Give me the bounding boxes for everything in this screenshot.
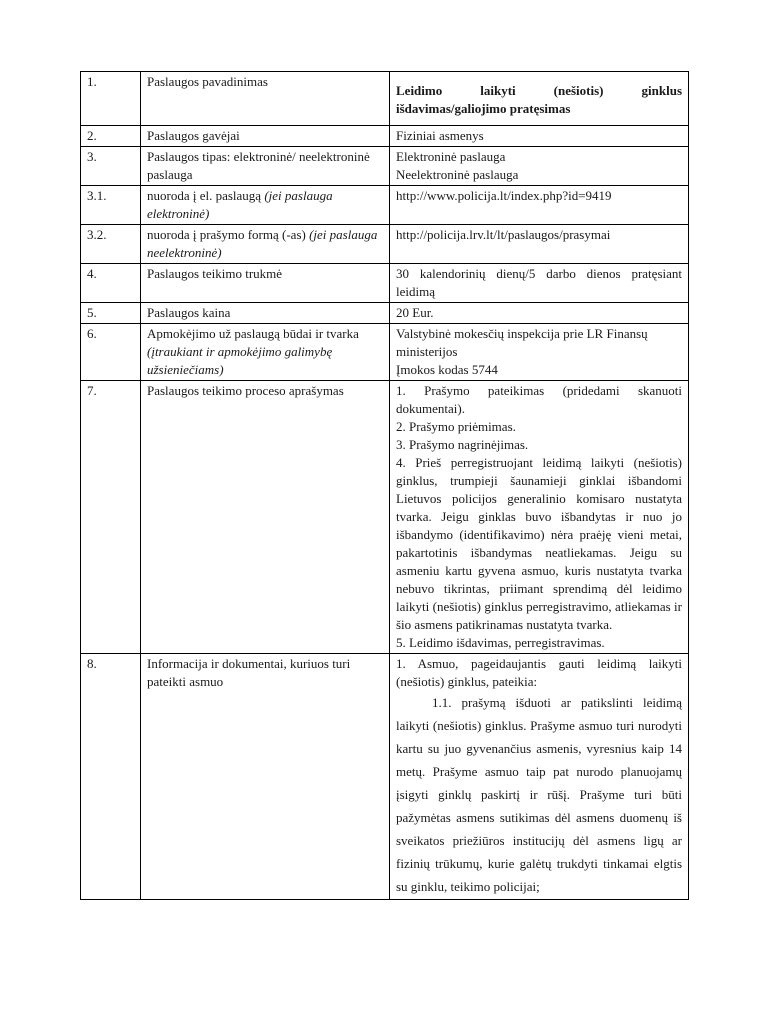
row-label: Paslaugos teikimo proceso aprašymas <box>141 381 390 654</box>
document-item: 1.1. prašymą išduoti ar patikslinti leidimą laikyti (nešiotis) ginklus. Prašyme asmuo turi nurodyti kartu su juo gyvenančius asmenis, vyresnius kaip 14 metų. Prašyme asmuo taip pat nurodo planuojamų įsigyti ginklų paskirtį ir rūšį. Prašyme turi būti pažymėtas asmens sutikimas dėl asmens duomenų iš sveikatos priežiūros institucijų dėl asmens ligų ar fizinių trūkumų, kurie galėtų trukdyti tinkamai elgtis su ginklu, teikimo policijai; <box>396 695 682 894</box>
row-value: Fiziniai asmenys <box>390 126 689 147</box>
label-text: Apmokėjimo už paslaugą būdai ir tvarka <box>147 326 359 341</box>
table-row <box>81 264 689 303</box>
process-step: 2. Prašymo priėmimas. <box>396 419 516 434</box>
row-number: 3. <box>81 147 141 186</box>
process-step: 4. Prieš perregistruojant leidimą laikyti (nešiotis) ginklus, trumpieji šaunamieji ginklai išbandomi Lietuvos policijos generalinio komisaro nustatyta tvarka. Jeigu ginklas buvo išbandytas ir nuo jo išbandymo (identifikavimo) nėra praėję vieni metai, pakartotinis išbandymas neatliekamas. Jeigu su asmeniu kartu gyvena asmuo, kuris nustatyta tvarka nebuvo tikrintas, priimant sprendimą dėl leidimo laikyti (nešiotis) ginklus perregistravimo, atliekamas ir šio asmens patikrinamas nustatyta tvarka. <box>396 455 682 632</box>
row-number: 1. <box>81 72 141 126</box>
table-row <box>81 147 689 186</box>
e-service-link[interactable]: http://www.policija.lt/index.php?id=9419 <box>396 188 612 203</box>
row-label: Informacija ir dokumentai, kuriuos turi pateikti asmuo <box>141 654 390 900</box>
label-text: nuoroda į el. paslaugą <box>147 188 262 203</box>
row-label: Paslaugos pavadinimas <box>141 72 390 126</box>
row-label <box>141 225 390 264</box>
row-value <box>390 72 689 126</box>
row-value: 30 kalendorinių dienų/5 darbo dienos pratęsiant leidimą <box>390 264 689 303</box>
row-label <box>141 324 390 381</box>
row-label: Paslaugos teikimo trukmė <box>141 264 390 303</box>
table-row <box>81 654 689 900</box>
table-row <box>81 303 689 324</box>
service-title: Leidimo laikyti (nešiotis) ginklus išdavimas/galiojimo pratęsimas <box>396 83 682 116</box>
request-form-link[interactable]: http://policija.lrv.lt/lt/paslaugos/prasymai <box>396 227 611 242</box>
process-step: 1. Prašymo pateikimas (pridedami skanuoti dokumentai). <box>396 383 682 416</box>
row-label: Paslaugos tipas: elektroninė/ neelektroninė paslauga <box>141 147 390 186</box>
label-note: (jei paslauga neelektroninė) <box>147 227 378 260</box>
row-number: 3.2. <box>81 225 141 264</box>
label-note: (jei paslauga elektroninė) <box>147 188 333 221</box>
row-value <box>390 654 689 900</box>
value-line: Įmokos kodas 5744 <box>396 362 498 377</box>
row-value <box>390 186 689 225</box>
row-number: 7. <box>81 381 141 654</box>
row-number: 5. <box>81 303 141 324</box>
label-text: nuoroda į prašymo formą (-as) <box>147 227 306 242</box>
row-label: Paslaugos gavėjai <box>141 126 390 147</box>
row-value <box>390 225 689 264</box>
table-row <box>81 324 689 381</box>
row-value: 20 Eur. <box>390 303 689 324</box>
row-number: 3.1. <box>81 186 141 225</box>
table-row <box>81 186 689 225</box>
value-line: Neelektroninė paslauga <box>396 167 519 182</box>
table-row <box>81 126 689 147</box>
document-item: 1. Asmuo, pageidaujantis gauti leidimą laikyti (nešiotis) ginklus, pateikia: <box>396 656 682 689</box>
row-value <box>390 147 689 186</box>
row-value <box>390 381 689 654</box>
value-line: Elektroninė paslauga <box>396 149 506 164</box>
row-value <box>390 324 689 381</box>
process-step: 5. Leidimo išdavimas, perregistravimas. <box>396 635 605 650</box>
service-info-table <box>80 71 689 900</box>
table-row <box>81 381 689 654</box>
value-line: Valstybinė mokesčių inspekcija prie LR Finansų ministerijos <box>396 326 648 359</box>
process-step: 3. Prašymo nagrinėjimas. <box>396 437 529 452</box>
row-label: Paslaugos kaina <box>141 303 390 324</box>
table-row <box>81 225 689 264</box>
row-number: 2. <box>81 126 141 147</box>
label-note: (įtraukiant ir apmokėjimo galimybę užsieniečiams) <box>147 344 333 377</box>
table-row <box>81 72 689 126</box>
row-label <box>141 186 390 225</box>
row-number: 6. <box>81 324 141 381</box>
row-number: 4. <box>81 264 141 303</box>
row-number: 8. <box>81 654 141 900</box>
